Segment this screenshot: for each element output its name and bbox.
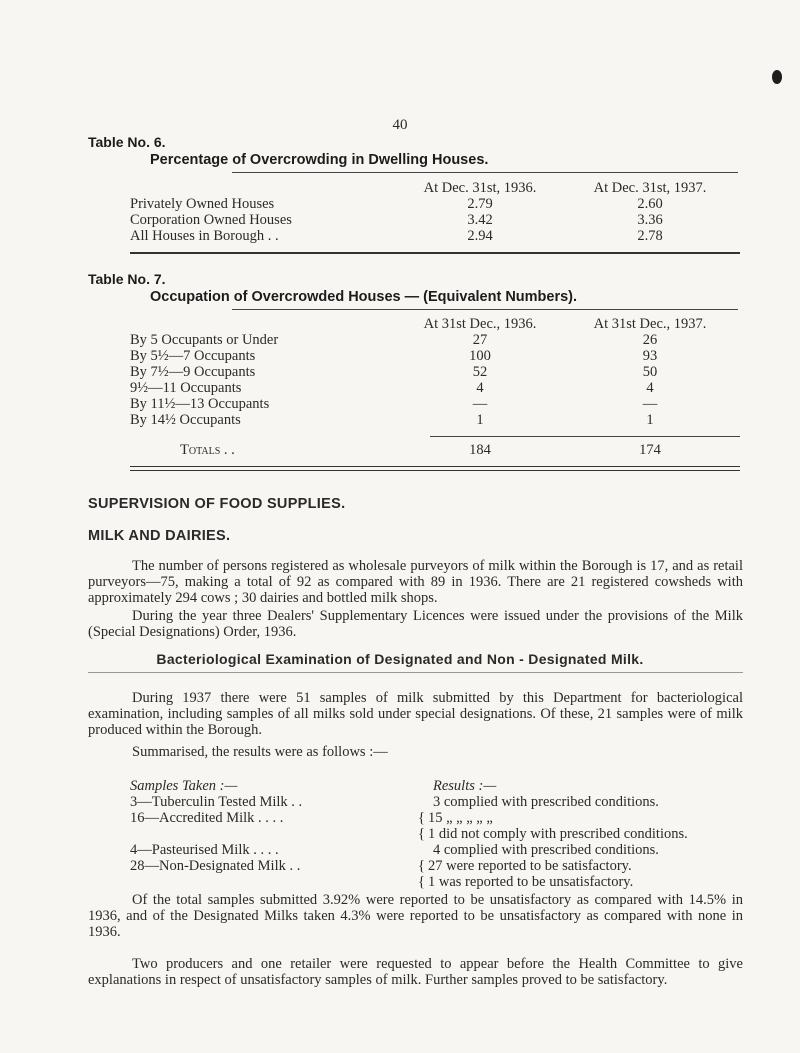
list-item: 3—Tuberculin Tested Milk . .: [130, 794, 303, 810]
table7-top-rule: [232, 309, 738, 310]
totals-row: [130, 442, 740, 458]
table6-header-row: [130, 180, 740, 196]
row-label: Corporation Owned Houses: [130, 212, 292, 228]
value-1937: 93: [642, 348, 658, 364]
table6: [130, 180, 740, 244]
table7-header-row: [130, 316, 740, 332]
table-row: [130, 412, 740, 428]
row-label: By 7½—9 Occupants: [130, 364, 256, 380]
value-1937: 26: [642, 332, 658, 348]
value-1937: 2.78: [637, 228, 663, 244]
list-item: 28—Non-Designated Milk . .: [130, 858, 301, 874]
list-item: 16—Accredited Milk . . . .: [130, 810, 284, 826]
value-1936: 100: [469, 348, 491, 364]
table6-bottom-rule: [130, 252, 740, 254]
result-text: 1 was reported to be unsatisfactory.: [428, 874, 634, 890]
table6-col-1936: At Dec. 31st, 1936.: [423, 180, 537, 196]
value-1936: 2.79: [467, 196, 493, 212]
table7-totals-rule: [430, 436, 740, 437]
row-label: All Houses in Borough . .: [130, 228, 279, 244]
table-row: [130, 348, 740, 364]
table-row: [130, 380, 740, 396]
value-1937: —: [642, 396, 658, 412]
row-label: By 14½ Occupants: [130, 412, 241, 428]
table-row: [130, 196, 740, 212]
row-label: By 5 Occupants or Under: [130, 332, 279, 348]
value-1936: 4: [476, 380, 484, 396]
table-row: [130, 332, 740, 348]
value-1937: 2.60: [637, 196, 663, 212]
samples-list: [130, 778, 302, 874]
totals-1937: 174: [639, 442, 661, 458]
results-heading: Results :—: [433, 778, 497, 794]
supervision-para-2: During the year three Dealers' Supplementary Licences were issued under the provisions of the Milk (Special Designations) Order, 1936.: [88, 608, 743, 640]
value-1936: 3.42: [467, 212, 493, 228]
list-item: 4—Pasteurised Milk . . . .: [130, 842, 279, 858]
value-1937: 50: [642, 364, 658, 380]
table7-title: Occupation of Overcrowded Houses — (Equivalent Numbers).: [150, 289, 578, 305]
table6-top-rule: [232, 172, 738, 173]
totals-label: Totals . .: [180, 442, 235, 458]
list-item: { 15 „ „ „ „ „: [418, 810, 493, 826]
list-item: 4 complied with prescribed conditions.: [433, 842, 659, 858]
results-list: [418, 778, 688, 890]
table6-col-1937: At Dec. 31st, 1937.: [593, 180, 707, 196]
bacteriological-para-1: During 1937 there were 51 samples of milk submitted by this Department for bacteriological examination, including samples of all milks sold under special designations. Of these, 21 samples were of milk produced within the Borough.: [88, 690, 743, 738]
row-label: 9½—11 Occupants: [130, 380, 242, 396]
value-1936: —: [472, 396, 488, 412]
table7-bottom-rule: [130, 466, 740, 471]
table-row: [130, 364, 740, 380]
ink-smudge: [772, 70, 782, 84]
bacteriological-para-2: Summarised, the results were as follows :—: [132, 744, 388, 760]
supervision-para-1: The number of persons registered as wholesale purveyors of milk within the Borough is 17, and as retail purveyors—75, making a total of 92 as compared with 89 in 1936. There are 21 registered cowsheds with approximately 294 cows ; 30 dairies and bottled milk shops.: [88, 558, 743, 606]
totals-1936: 184: [469, 442, 491, 458]
bacteriological-para-3: Of the total samples submitted 3.92% were reported to be unsatisfactory as compared with 14.5% in 1936, and of the Designated Milks taken 4.3% were reported to be unsatisfactory as compared with none in 1936.: [88, 892, 743, 940]
milk-dairies-heading: MILK AND DAIRIES.: [88, 528, 231, 544]
samples-heading: Samples Taken :—: [130, 778, 238, 794]
value-1936: 1: [476, 412, 484, 428]
value-1936: 52: [472, 364, 488, 380]
table7-totals: [130, 442, 740, 458]
heading-divider: [88, 672, 743, 673]
page-number: 40: [392, 117, 408, 133]
list-item: { 1 was reported to be unsatisfactory.: [418, 874, 634, 890]
row-label: Privately Owned Houses: [130, 196, 275, 212]
table6-label: Table No. 6.: [88, 134, 166, 150]
table-row: [130, 212, 740, 228]
bacteriological-para-4: Two producers and one retailer were requested to appear before the Health Committee to give explanations in respect of unsatisfactory samples of milk. Further samples proved to be satisfactory.: [88, 956, 743, 988]
row-label: By 5½—7 Occupants: [130, 348, 256, 364]
table-row: [130, 228, 740, 244]
table7-col-1937: At 31st Dec., 1937.: [593, 316, 707, 332]
list-item: 3 complied with prescribed conditions.: [433, 794, 659, 810]
table-row: [130, 396, 740, 412]
table7-label: Table No. 7.: [88, 271, 166, 287]
bacteriological-heading: Bacteriological Examination of Designated and Non - Designated Milk.: [156, 651, 644, 667]
list-item: [130, 826, 302, 842]
table7-col-1936: At 31st Dec., 1936.: [423, 316, 537, 332]
supervision-heading: SUPERVISION OF FOOD SUPPLIES.: [88, 496, 346, 512]
value-1937: 4: [646, 380, 654, 396]
value-1936: 2.94: [467, 228, 493, 244]
table7: [130, 316, 740, 428]
row-label: By 11½—13 Occupants: [130, 396, 270, 412]
list-item: { 1 did not comply with prescribed conditions.: [418, 826, 688, 842]
value-1937: 1: [646, 412, 654, 428]
table6-title: Percentage of Overcrowding in Dwelling Houses.: [150, 152, 489, 168]
list-item: { 27 were reported to be satisfactory.: [418, 858, 632, 874]
result-text: 27 were reported to be satisfactory.: [428, 858, 632, 874]
value-1936: 27: [472, 332, 488, 348]
result-text: 1 did not comply with prescribed conditions.: [428, 826, 688, 842]
value-1937: 3.36: [637, 212, 663, 228]
result-text: 15 „ „ „ „ „: [428, 810, 493, 826]
